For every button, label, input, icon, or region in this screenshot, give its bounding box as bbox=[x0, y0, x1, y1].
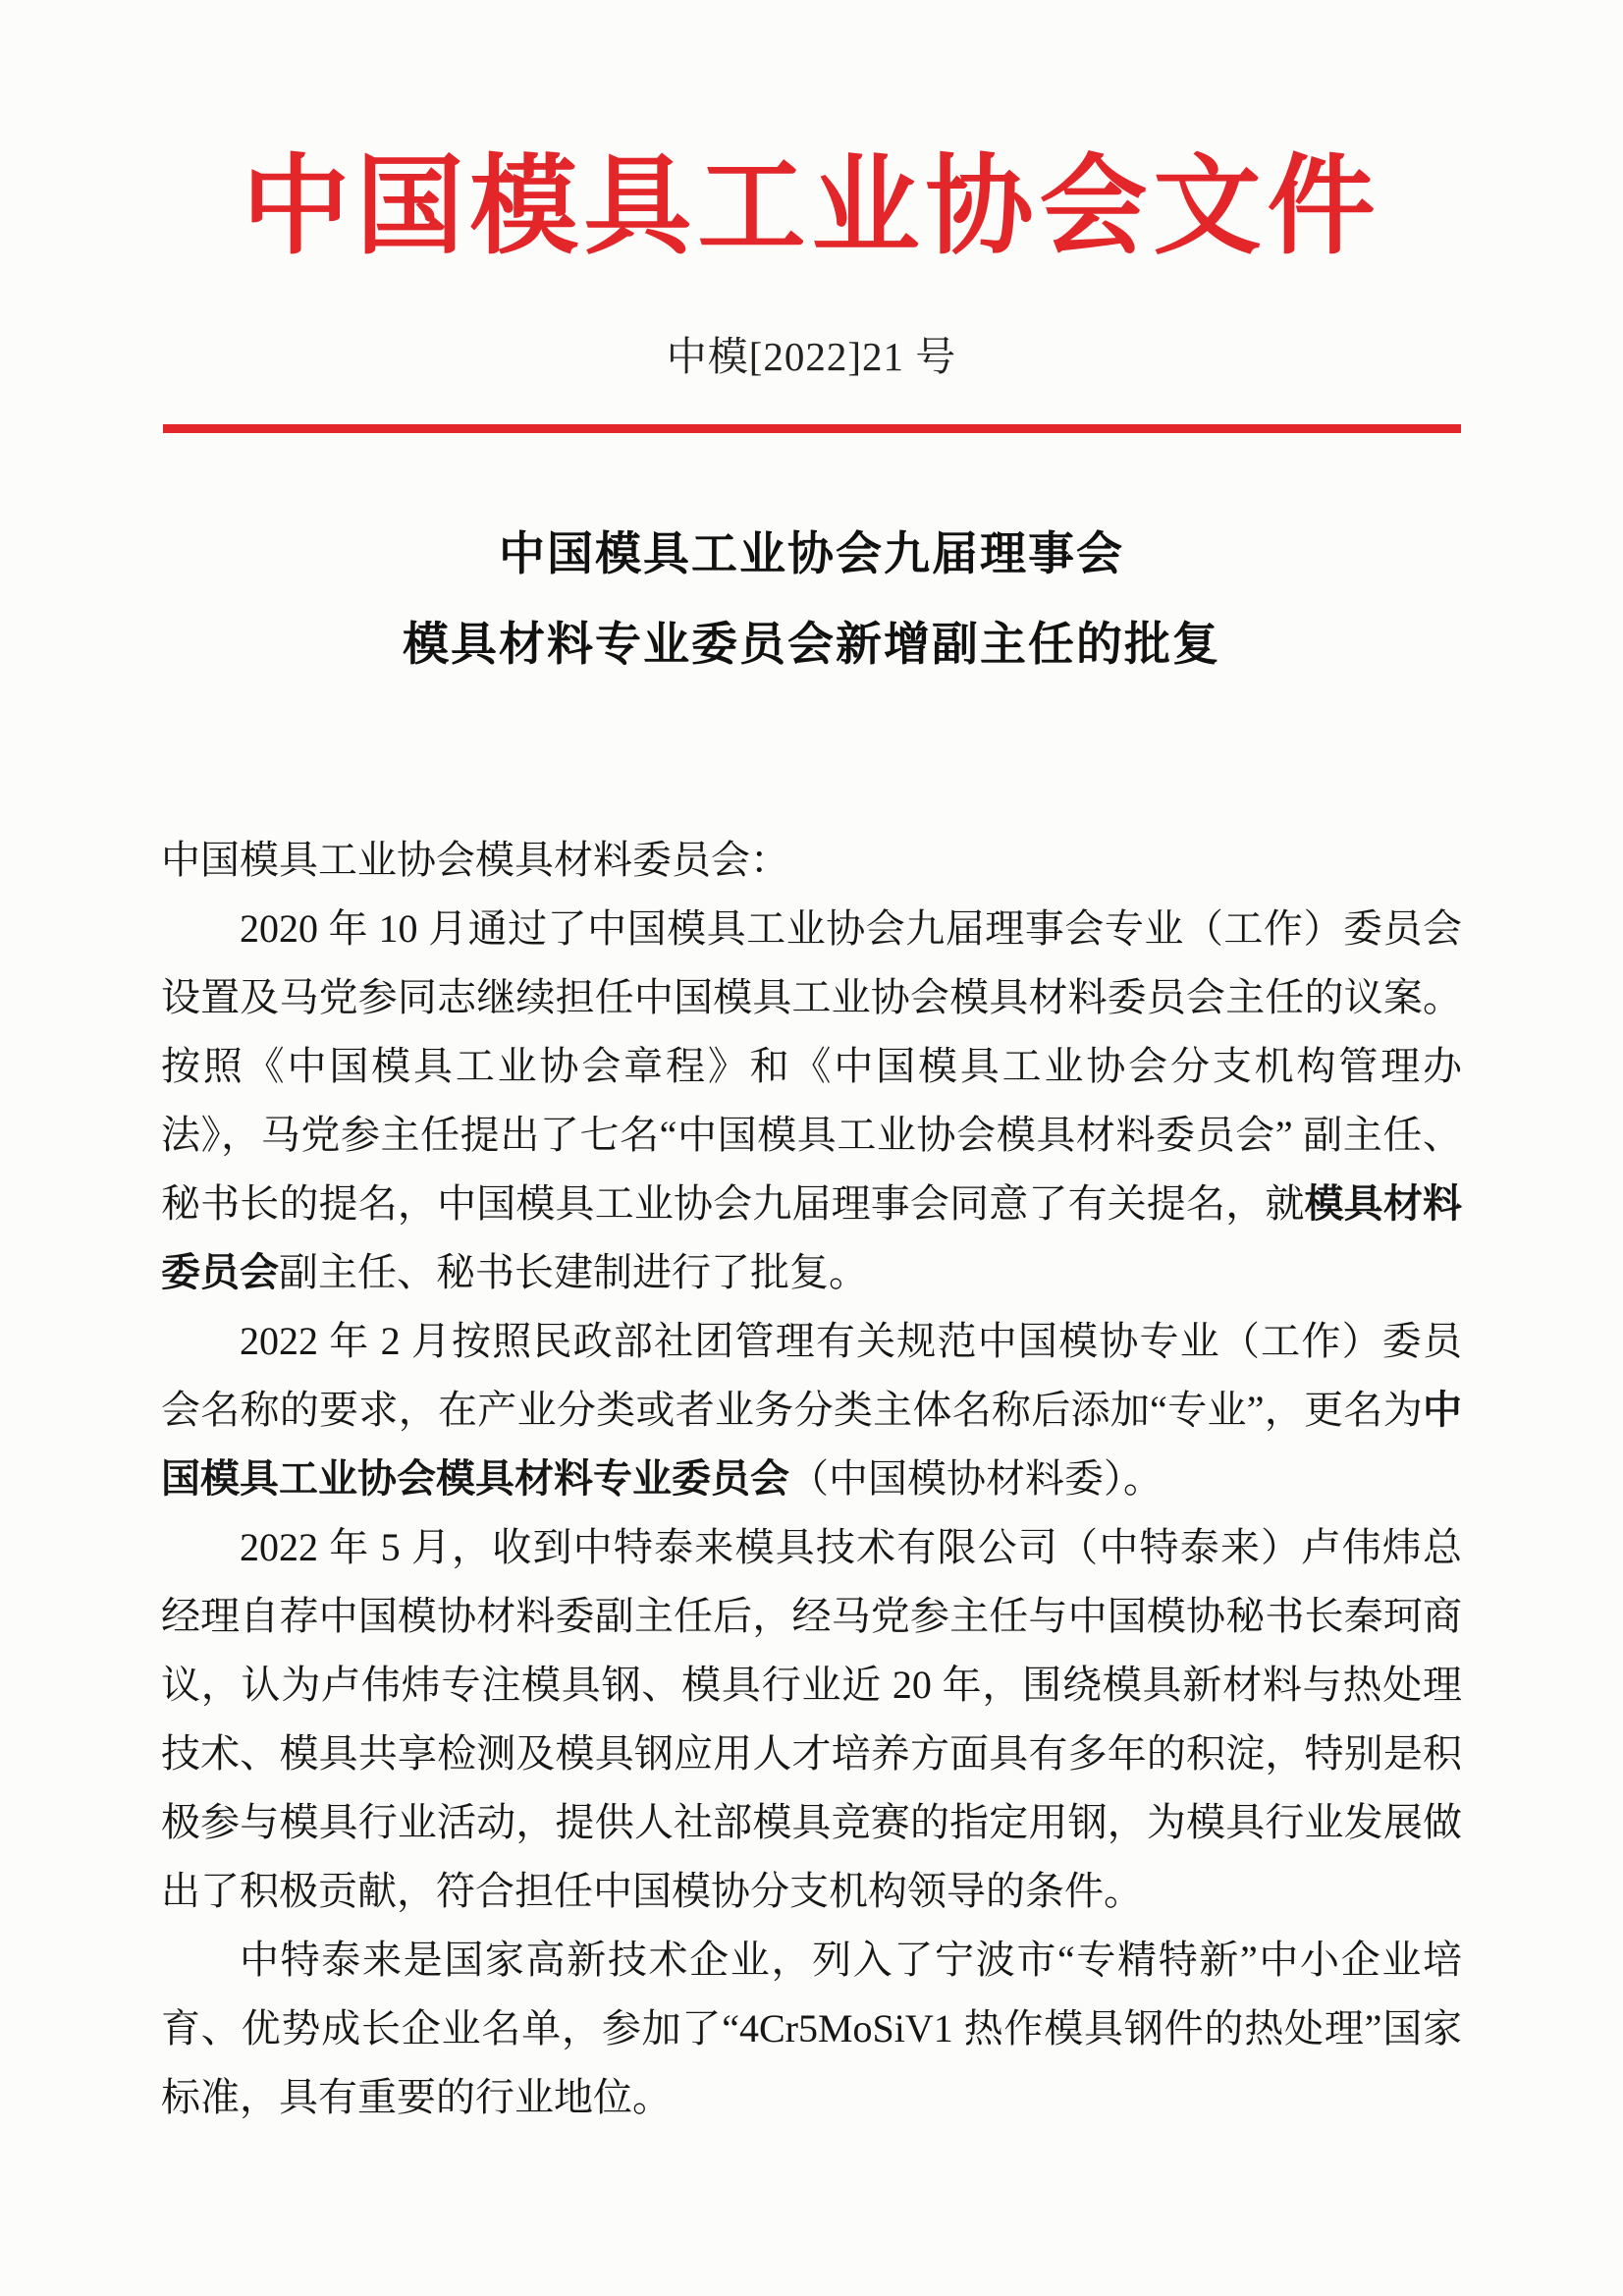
paragraph-1-segment-3: 副主任、秘书长建制进行了批复。 bbox=[279, 1249, 868, 1294]
document-body bbox=[161, 826, 1462, 2132]
paragraph-1-bold-phrase: 模具材料委员会 bbox=[161, 1180, 1462, 1294]
document-title bbox=[0, 510, 1623, 690]
document-number: 中模[2022]21 号 bbox=[666, 333, 957, 379]
red-divider-line bbox=[163, 424, 1461, 433]
paragraph-4 bbox=[161, 1926, 1462, 2132]
paragraph-1 bbox=[161, 895, 1462, 1307]
paragraph-3-segment-1: 2022 年 5 月，收到中特泰来模具技术有限公司（中特泰来）卢伟炜总经理自荐中国模协材料委副主任后，经马党参主任与中国模协秘书长秦珂商议，认为卢伟炜专注模具钢、模具行业近 20 年，围绕模具新材料与热处理技术、模具共享检测及模具钢应用人才培养方面具有多年的积淀，特别是积极参与模具行业活动，提供人社部模具竞赛的指定用钢，为模具行业发展做出了积极贡献，符合担任中国模协分支机构领导的条件。 bbox=[161, 1524, 1462, 1913]
paragraph-4-segment-1: 中特泰来是国家高新技术企业，列入了宁波市“专精特新”中小企业培育、优势成长企业名单，参加了“4Cr5MoSiV1 热作模具钢件的热处理”国家标准，具有重要的行业地位。 bbox=[161, 1937, 1462, 2119]
letterhead-org-title: 中国模具工业协会文件 bbox=[242, 147, 1381, 267]
paragraph-2-segment-3: （中国模协材料委）。 bbox=[789, 1455, 1163, 1501]
salutation: 中国模具工业协会模具材料委员会： bbox=[161, 837, 789, 882]
document-title-line1: 中国模具工业协会九届理事会 bbox=[499, 528, 1124, 580]
paragraph-2-segment-1: 2022 年 2 月按照民政部社团管理有关规范中国模协专业（工作）委员会名称的要求，在产业分类或者业务分类主体名称后添加“专业”，更名为 bbox=[161, 1318, 1462, 1432]
paragraph-1-segment-1: 2020 年 10 月通过了中国模具工业协会九届理事会专业（工作）委员会设置及马党参同志继续担任中国模具工业协会模具材料委员会主任的议案。按照《中国模具工业协会章程》和《中国模具工业协会分支机构管理办法》，马党参主任提出了七名“中国模具工业协会模具材料委员会” 副主任、秘书长的提名，中国模具工业协会九届理事会同意了有关提名，就 bbox=[161, 905, 1462, 1226]
paragraph-2 bbox=[161, 1307, 1462, 1513]
paragraph-2-bold-phrase: 中国模具工业协会模具材料专业委员会 bbox=[161, 1387, 1462, 1501]
paragraph-3 bbox=[161, 1513, 1462, 1926]
document-title-line2: 模具材料专业委员会新增副主任的批复 bbox=[403, 619, 1220, 671]
